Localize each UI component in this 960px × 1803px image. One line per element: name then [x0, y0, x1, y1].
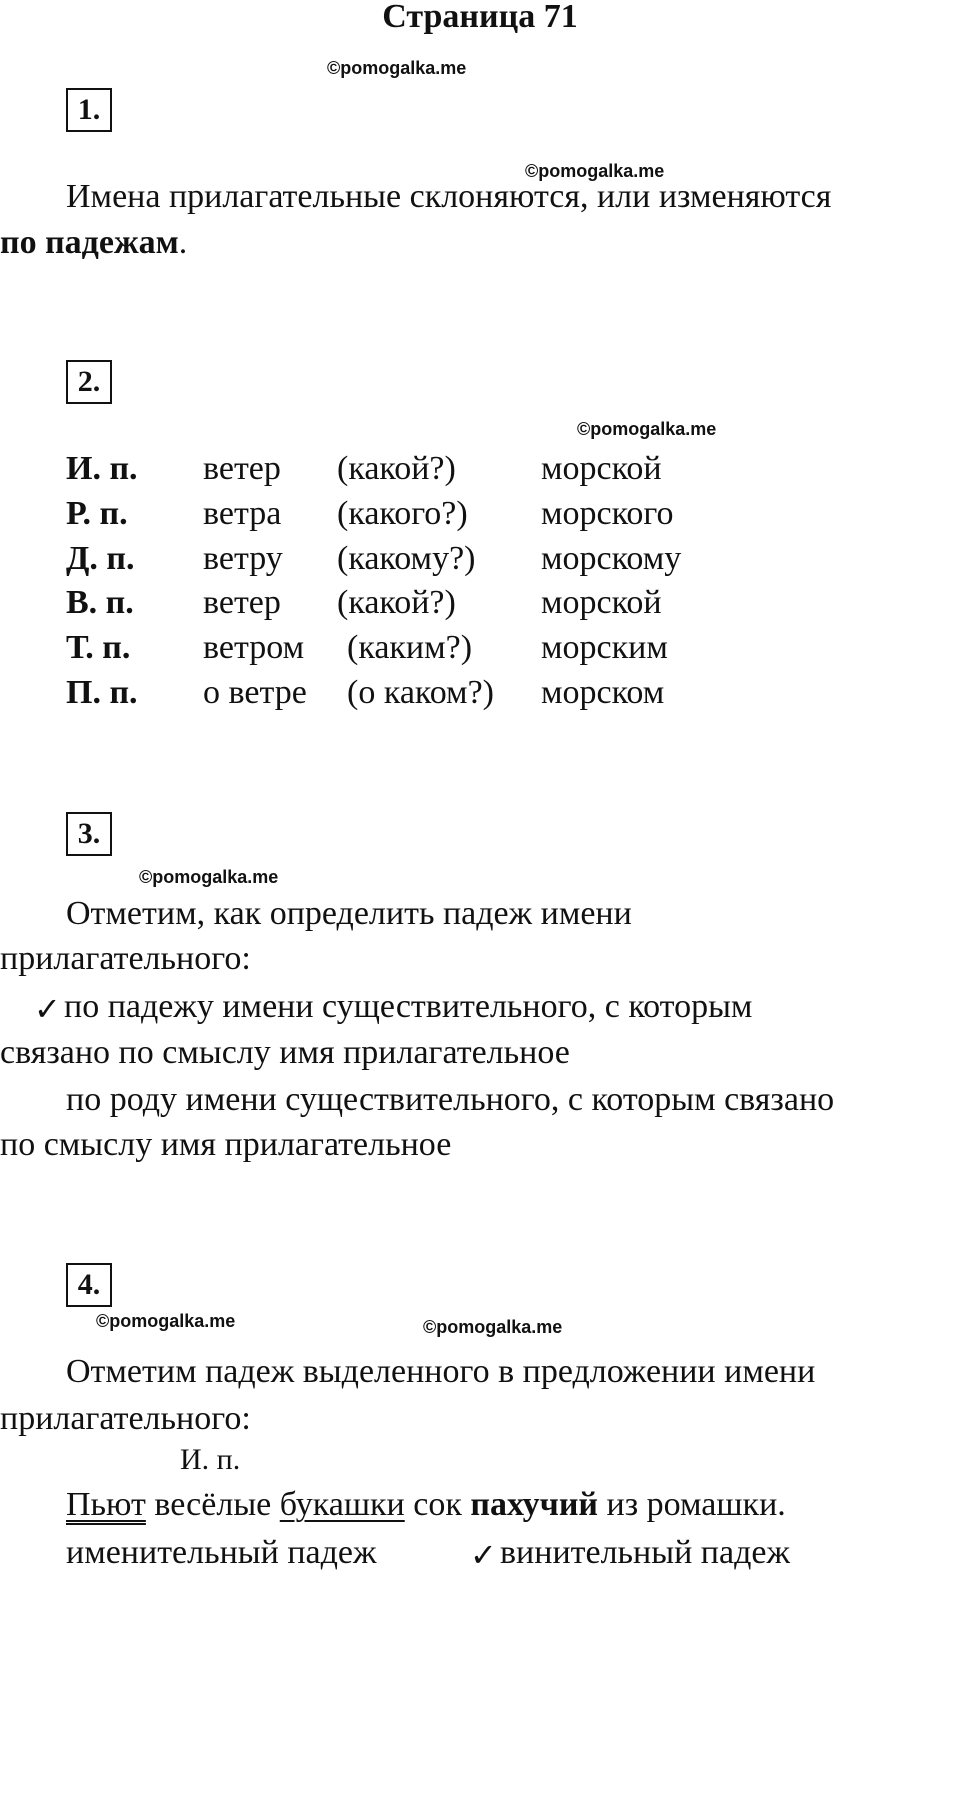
task3-option2-line2: по смыслу имя прилагательное [0, 1126, 452, 1163]
task3-option2-line1: по роду имени существительного, с которым связано [66, 1081, 835, 1118]
adjective-form: морским [541, 629, 668, 666]
task1-bold-phrase: по падежам [0, 224, 179, 261]
case-question: (какой?) [337, 584, 456, 621]
page-title: Страница 71 [382, 0, 578, 35]
check-mark-icon: ✓ [470, 1536, 497, 1574]
watermark: ©pomogalka.me [525, 161, 665, 181]
case-label: Т. п. [66, 629, 131, 666]
sentence-object: сок [413, 1486, 462, 1523]
noun-form: ветром [203, 629, 305, 666]
case-annotation: И. п. [180, 1443, 241, 1476]
noun-form: ветра [203, 495, 282, 532]
task3-intro-line2: прилагательного: [0, 940, 251, 977]
sentence-adjective: весёлые [154, 1486, 272, 1523]
task1-line1: Имена прилагательные склоняются, или изменяются [66, 178, 832, 215]
task-number-4: 4. [66, 1263, 112, 1307]
sentence-rest: из ромашки. [606, 1486, 786, 1523]
watermark: ©pomogalka.me [577, 419, 717, 439]
adjective-form: морском [541, 674, 665, 711]
task-number-3: 3. [66, 812, 112, 856]
watermark: ©pomogalka.me [423, 1317, 563, 1337]
watermark: ©pomogalka.me [96, 1311, 236, 1331]
case-label: Д. п. [66, 540, 135, 577]
adjective-form: морскому [541, 540, 682, 577]
watermark: ©pomogalka.me [327, 58, 467, 78]
noun-form: о ветре [203, 674, 307, 711]
noun-form: ветру [203, 540, 283, 577]
sentence-verb: Пьют [66, 1486, 146, 1523]
check-mark-icon: ✓ [34, 990, 61, 1028]
case-question: (какого?) [337, 495, 468, 532]
case-label: В. п. [66, 584, 134, 621]
case-question: (какому?) [337, 540, 476, 577]
task3-option1-line2: связано по смыслу имя прилагательное [0, 1034, 570, 1071]
task4-sentence [66, 1486, 786, 1524]
sentence-subject: букашки [279, 1486, 405, 1523]
case-question: (о каком?) [347, 674, 494, 711]
task3-option1-line1: по падежу имени существительного, с которым [64, 988, 753, 1025]
task1-line2 [0, 224, 187, 262]
task4-option-nominative: именительный падеж [66, 1534, 377, 1571]
case-question: (какой?) [337, 450, 456, 487]
watermark: ©pomogalka.me [139, 867, 279, 887]
task-number-1: 1. [66, 88, 112, 132]
task1-period: . [178, 224, 188, 261]
adjective-form: морского [541, 495, 674, 532]
case-label: И. п. [66, 450, 138, 487]
adjective-form: морской [541, 584, 662, 621]
task4-intro-line1: Отметим падеж выделенного в предложении имени [66, 1353, 816, 1390]
task4-option-accusative: винительный падеж [500, 1534, 790, 1571]
sentence-highlighted-adjective: пахучий [470, 1486, 599, 1523]
case-label: Р. п. [66, 495, 128, 532]
task-number-2: 2. [66, 360, 112, 404]
task4-intro-line2: прилагательного: [0, 1400, 251, 1437]
case-label: П. п. [66, 674, 138, 711]
adjective-form: морской [541, 450, 662, 487]
case-question: (каким?) [347, 629, 473, 666]
noun-form: ветер [203, 584, 281, 621]
noun-form: ветер [203, 450, 281, 487]
task3-intro-line1: Отметим, как определить падеж имени [66, 895, 632, 932]
